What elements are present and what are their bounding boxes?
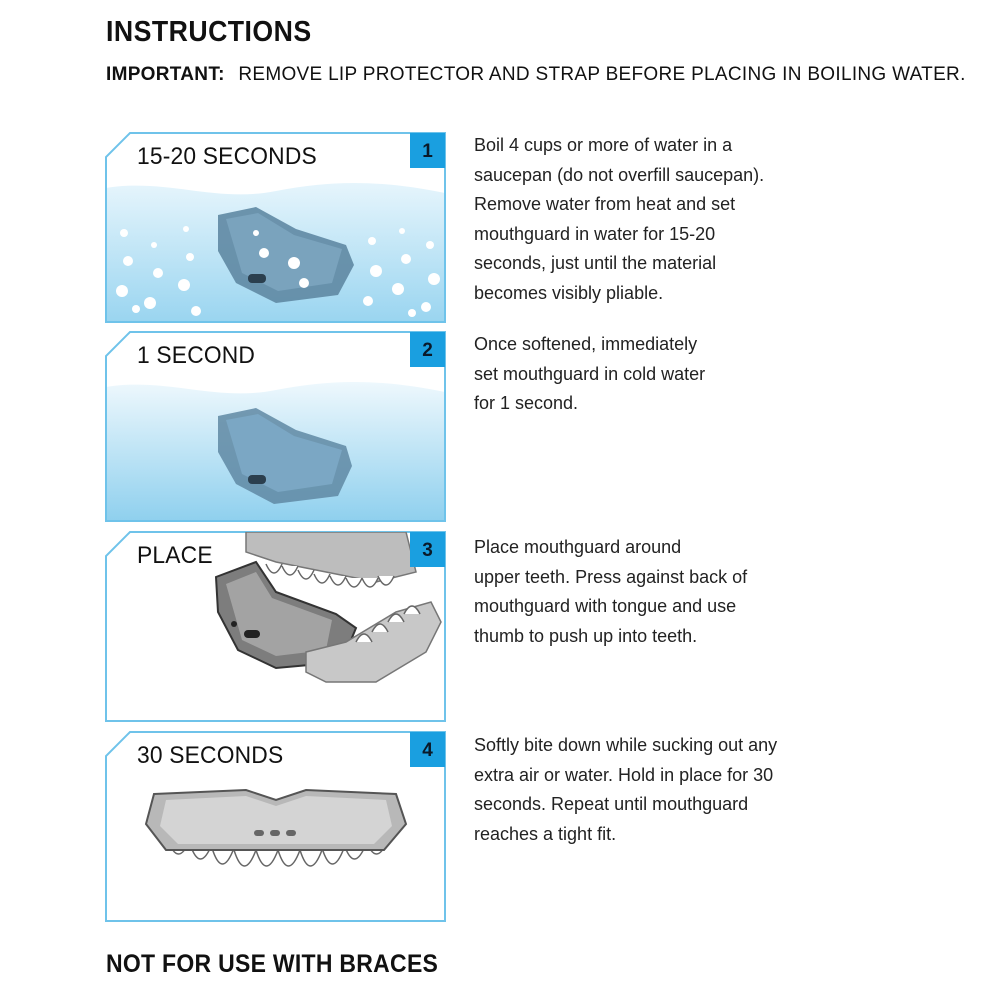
- step-1-panel: [106, 133, 445, 322]
- step-3-text: Place mouthguard around upper teeth. Press against back of mouthguard with tongue and use thumb to push up into teeth.: [474, 537, 748, 646]
- step-1-number: 1: [410, 133, 445, 168]
- step-3-panel: [106, 532, 445, 721]
- step-2-text: Once softened, immediately set mouthguard in cold water for 1 second.: [474, 334, 706, 413]
- step-3-heading: PLACE: [137, 542, 213, 569]
- step-2-number: 2: [410, 332, 445, 367]
- step-1-text: Boil 4 cups or more of water in a saucepan (do not overfill saucepan). Remove water from heat and set mouthguard in water for 15-20 seconds, just until the material becomes visibly pliable.: [474, 135, 765, 303]
- page-title: INSTRUCTIONS: [106, 16, 312, 48]
- braces-warning: NOT FOR USE WITH BRACES: [106, 950, 439, 978]
- important-label: IMPORTANT:: [106, 64, 225, 85]
- step-2-panel: [106, 332, 445, 521]
- step-4-number: 4: [410, 732, 445, 767]
- step-4-heading: 30 SECONDS: [137, 742, 284, 769]
- step-3-number: 3: [410, 532, 445, 567]
- step-4-panel: [106, 732, 445, 921]
- step-1-heading: 15-20 SECONDS: [137, 143, 317, 170]
- step-2-heading: 1 SECOND: [137, 342, 256, 369]
- important-notice: [106, 64, 966, 86]
- important-text: REMOVE LIP PROTECTOR AND STRAP BEFORE PLACING IN BOILING WATER.: [238, 64, 966, 85]
- step-4-text: Softly bite down while sucking out any extra air or water. Hold in place for 30 seconds. Repeat until mouthguard reaches a tight fit.: [474, 735, 778, 844]
